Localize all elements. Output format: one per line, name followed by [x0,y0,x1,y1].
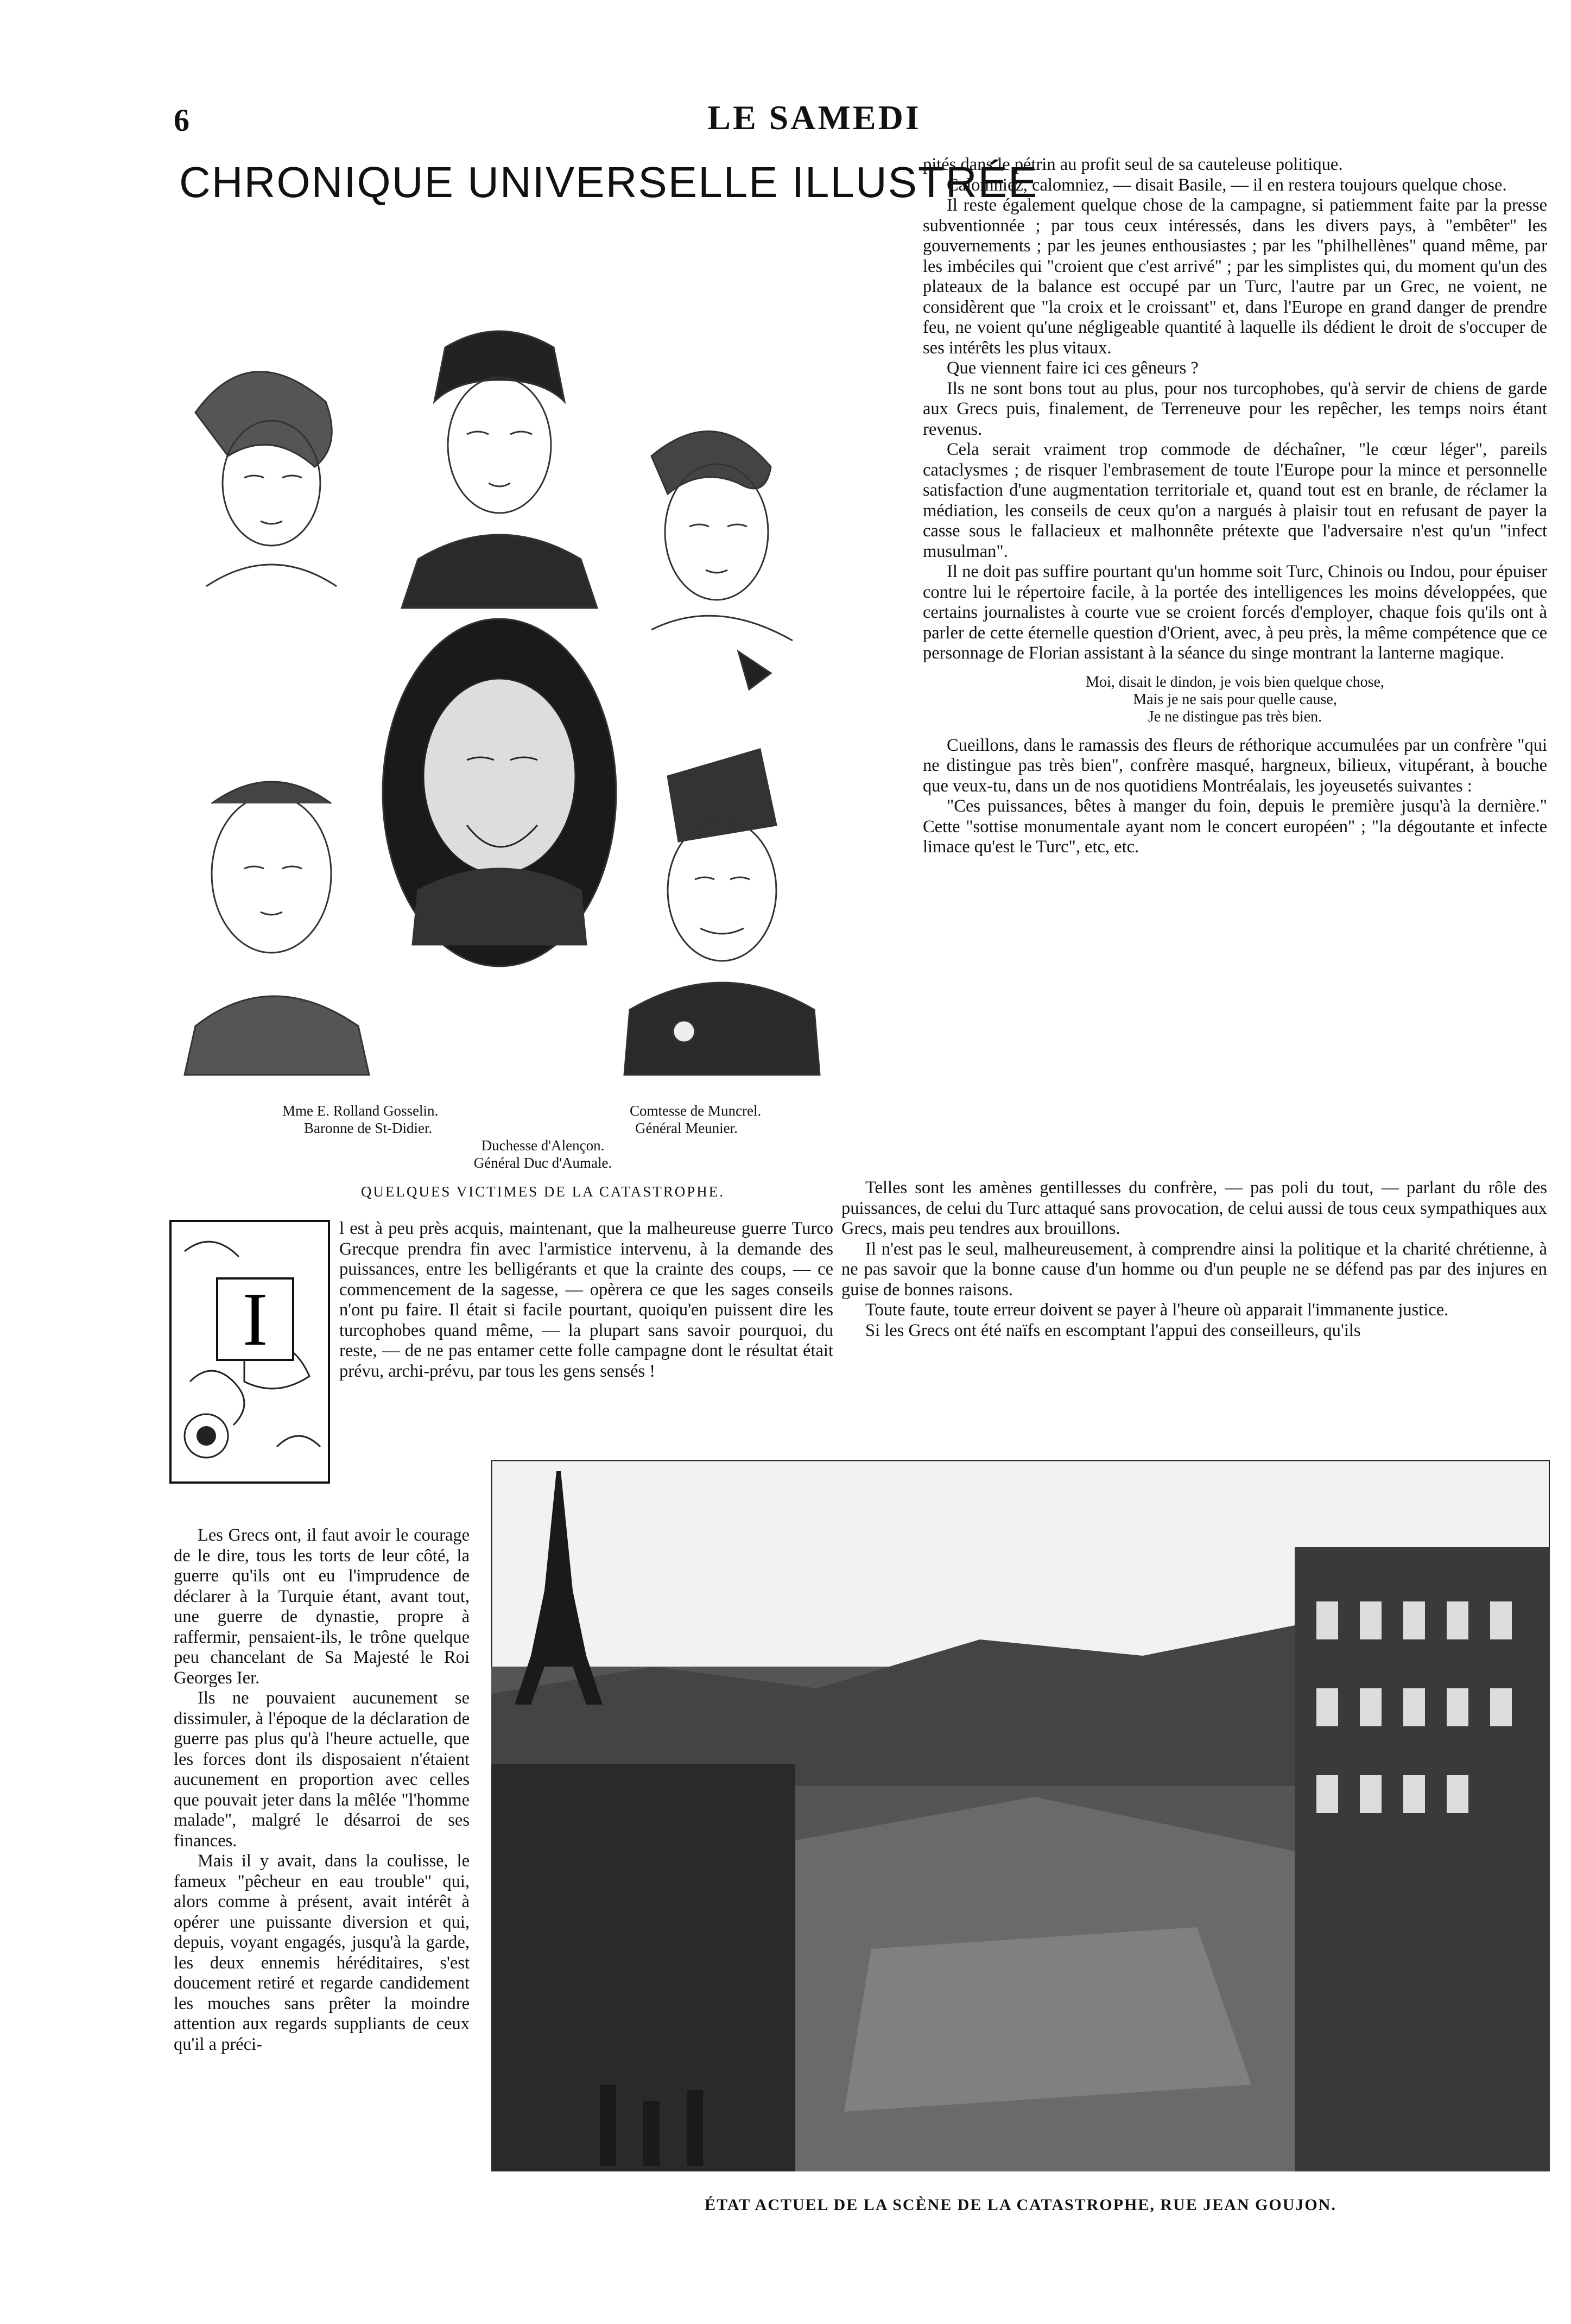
article-paragraph: l est à peu près acquis, maintenant, que la malheureuse guerre Turco Grecque prendra fin avec l'armistice intervenu, à la demande des puissances, entre les belligérants et que la crainte des coups, — ce commencement de la sagesse, — opèrera ce que les sages conseils n'ont pu faire. Il était si facile pourtant, quoiqu'en puissent dire les turcophobes quand même, — la plupart sans savoir pourquoi, du reste, — de ne pas entamer cette folle campagne dont le résultat était prévu, archi-prévu, par tous les gens sensés ! [339,1219,833,1381]
article-paragraph: Il n'est pas le seul, malheureusement, à comprendre ainsi la politique et la charité chrétienne, à ne pas savoir que la bonne cause d'un homme ou d'un peuple ne se défend pas par des injures en guise de bonnes raisons. [841,1239,1547,1300]
article-paragraph: "Ces puissances, bêtes à manger du foin, depuis le première jusqu'à la dernière." Cette "sottise monumentale ayant nom le concert européen" ; "la dégoutante et infecte limace qu'est le Turc", etc, etc. [923,796,1547,857]
portrait-top-center [402,331,597,608]
page-number: 6 [174,103,189,138]
article-paragraph: Ils ne pouvaient aucunement se dissimuler, à l'époque de la déclaration de guerre pas plus qu'à l'heure actuelle, que les forces dont ils disposaient n'étaient aucunement en proportion avec celles que pouvait jeter dans la mêlée "l'homme malade", malgré le désarroi de ses finances. [174,1688,470,1851]
article-paragraph: Que viennent faire ici ces gêneurs ? [947,358,1199,378]
portrait-name: Général Duc d'Aumale. [473,1155,612,1171]
portrait-name: Baronne de St-Didier. [304,1120,433,1136]
article-paragraph: Toute faute, toute erreur doivent se payer à l'heure où apparait l'immanente justice. [865,1300,1449,1320]
scene-photograph [491,1460,1550,2171]
article-column-2-continued [841,1178,1547,1341]
portrait-name: Mme E. Rolland Gosselin. [282,1103,439,1119]
article-paragraph: Telles sont les amènes gentillesses du confrère, — pas poli du tout, — parlant du rôle des puissances, de celui du Turc attaqué sans provocation, de celui aussi de tous ceux sympathiques aux Grecs, mais peu tendres aux brouillons. [841,1178,1547,1238]
section-title: CHRONIQUE UNIVERSELLE ILLUSTRÉE [179,158,1038,206]
verse-quote [923,674,1547,726]
article-paragraph: Si les Grecs ont été naïfs en escomptant l'appui des conseilleurs, qu'ils [865,1320,1361,1340]
portrait-caption: QUELQUES VICTIMES DE LA CATASTROPHE. [360,1183,725,1200]
article-paragraph: Les Grecs ont, il faut avoir le courage de le dire, tous les torts de leur côté, la guerre qu'ils ont eu l'imprudence de déclarer à la Turquie étant, avant tout, une guerre de dynastie, propre à raffermir, pensaient-ils, le trône quelque peu chancelant de Sa Majesté le Roi Georges Ier. [174,1525,470,1688]
portrait-name: Duchesse d'Alençon. [481,1137,605,1154]
article-paragraph: Il reste également quelque chose de la campagne, si patiemment faite par la presse subventionnée ; par tous ceux intéressés, dans les divers pays, à "embêter" les gouvernements ; par les jeunes enthousiastes ; par les "philhellènes" quand même, par les imbéciles qui "croient que c'est arrivé" ; par les simplistes qui, du moment qu'un des plateaux de la balance est occupé par un Turc, l'autre par un Grec, ne voient, ne considèrent que "la croix et le croissant" et, dans l'Europe en grand danger de prendre feu, ne voient qu'une négligeable quantité à laquelle ils dédient le droit de s'occuper de ses intérêts les plus vitaux. [923,195,1547,358]
portraits-illustration [163,304,836,1086]
verse-line: Moi, disait le dindon, je vois bien quelque chose, [1086,673,1384,691]
masthead: LE SAMEDI [707,98,921,137]
portrait-center-oval [383,619,616,966]
article-paragraph: pités dans le pétrin au profit seul de sa cauteleuse politique. [923,155,1343,174]
portrait-bottom-left [185,782,369,1075]
photo-caption: ÉTAT ACTUEL DE LA SCÈNE DE LA CATASTROPHE, RUE JEAN GOUJON. [705,2196,1336,2214]
article-paragraph: Calomniez, calomniez, — disait Basile, — il en restera toujours quelque chose. [947,175,1507,195]
verse-line: Mais je ne sais pour quelle cause, [1133,691,1337,708]
portrait-top-right [651,432,793,689]
article-column-1 [174,1525,470,2055]
portrait-name: Comtesse de Muncrel. [630,1103,762,1119]
article-column-2 [923,155,1547,858]
drop-cap-letter: I [242,1277,268,1362]
article-paragraph: Il ne doit pas suffire pourtant qu'un homme soit Turc, Chinois ou Indou, pour épuiser contre lui le répertoire facile, à la portée des intelligences les moins développées, que certains journalistes à courte vue se croient forcés d'employer, chaque fois qu'ils ont à parler de cette éternelle question d'Orient, avec, à peu près, la même compétence que ce personnage de Florian assistant à la séance du singe montrant la lanterne magique. [923,562,1547,663]
portrait-name: Général Meunier. [635,1120,738,1136]
verse-line: Je ne distingue pas très bien. [1148,708,1322,725]
portrait-top-left [195,372,337,586]
article-paragraph: Cela serait vraiment trop commode de déchaîner, "le cœur léger", pareils cataclysmes ; de risquer l'embrasement de toute l'Europe pour la mince et personnelle satisfaction d'une augmentation territoriale et, quand tout est en branle, de réclamer la médiation, les conseils de ceux qu'on a nargués à plaisir tout en refusant de payer la casse sous le fallacieux et malhonnête prétexte que l'adversaire n'est qu'un "infect musulman". [923,440,1547,561]
article-paragraph: Cueillons, dans le ramassis des fleurs de réthorique accumulées par un confrère "qui ne distingue pas très bien", confrère masqué, hargneux, bilieux, vitupérant, à bouche que veux-tu, dans un de nos quotidiens Montréalais, les joyeusetés suivantes : [923,735,1547,796]
drop-cap-ornament [168,1219,331,1485]
portrait-bottom-right [624,749,820,1075]
article-paragraph: Ils ne sont bons tout au plus, pour nos turcophobes, qu'à servir de chiens de garde aux Grecs puis, finalement, de Terreneuve pour les repêcher, les temps noirs étant revenus. [923,378,1547,439]
article-intro [339,1219,833,1382]
article-paragraph: Mais il y avait, dans la coulisse, le fameux "pêcheur en eau trouble" qui, alors comme à présent, avait intérêt à opérer une puissante diversion et qui, depuis, voyant engagés, jusqu'à la garde, les deux ennemis héréditaires, s'est doucement retiré et regarde candidement les mouches sans prêter la moindre attention aux regards suppliants de ceux qu'il a préci- [174,1851,470,2054]
